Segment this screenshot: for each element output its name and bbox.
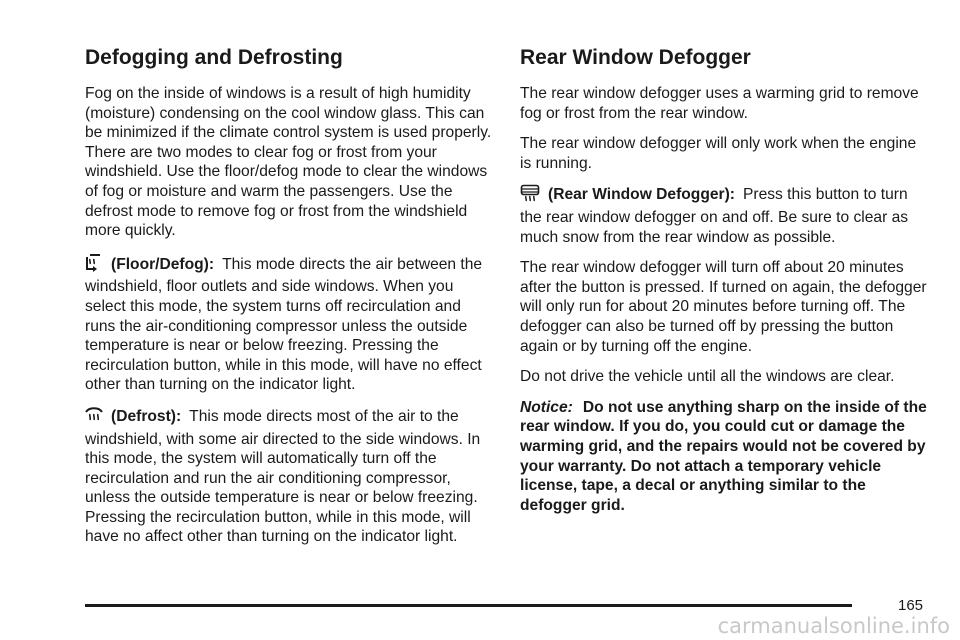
rear-defog-button-paragraph <box>520 184 930 247</box>
floor-defog-paragraph <box>85 252 495 395</box>
rear-defog-label: (Rear Window Defogger): <box>548 186 735 204</box>
defrost-paragraph <box>85 406 495 547</box>
rear-defogger-paragraph-1: The rear window defogger uses a warming grid to remove fog or frost from the rear window. <box>520 85 919 122</box>
left-column <box>85 44 495 558</box>
notice-text: Do not use anything sharp on the inside of the rear window. If you do, you could cut or damage the warming grid, and the repairs would not be covered by your warranty. Do not attach a temporary vehicle license, tape, a decal or anything similar to the defogger grid. <box>520 398 927 514</box>
rear-defogger-paragraph-2: The rear window defogger will only work when the engine is running. <box>520 135 917 172</box>
defrost-label: (Defrost): <box>111 407 182 425</box>
defrost-text: This mode directs most of the air to the windshield, with some air directed to the side windows. In this mode, the system will automatically turn off the recirculation and run the air conditioning compressor, unless the outside temperature is near or below freezing. Pressing the recirculation button, while in this mode, will have no affect other than turning on the indicator light. <box>85 407 481 546</box>
notice-paragraph <box>520 398 930 516</box>
footer-rule <box>85 604 852 607</box>
rear-defogger-paragraph-4: Do not drive the vehicle until all the windows are clear. <box>520 368 895 386</box>
floor-defog-label: (Floor/Defog): <box>111 255 215 273</box>
section-heading-defogging: Defogging and Defrosting <box>85 46 343 69</box>
right-column <box>520 44 930 526</box>
intro-paragraph: Fog on the inside of windows is a result of high humidity (moisture) condensing on the cool window glass. This can be minimized if the climate control system is used properly. There are two modes to clear fog or frost from your windshield. Use the floor/defog mode to clear the windows of fog or moisture and warm the passengers. Use the defrost mode to remove fog or frost from the windshield more quickly. <box>85 85 492 240</box>
floor-defog-text: This mode directs the air between the windshield, floor outlets and side windows. When you select this mode, the system turns off recirculation and runs the air-conditioning compressor unless the outside temperature is near or below freezing. Pressing the recirculation button, while in this mode, will have no effect other than turning on the indicator light. <box>85 255 483 394</box>
rear-defogger-icon <box>520 184 540 208</box>
defrost-icon <box>85 406 103 430</box>
floor-defog-icon <box>85 252 103 278</box>
rear-defogger-paragraph-3: The rear window defogger will turn off about 20 minutes after the button is pressed. If turned on again, the defogger will only run for about 20 minutes before turning off. The defogger can also be turned off by pressing the button again or by turning off the engine. <box>520 259 927 355</box>
rear-defog-text: Press this button to turn the rear window defogger on and off. Be sure to clear as much snow from the rear window as possible. <box>520 186 909 246</box>
page-number: 165 <box>898 597 924 614</box>
watermark: carmanualsonline.info <box>717 614 950 638</box>
notice-label: Notice: <box>520 398 573 416</box>
section-heading-rear-defogger: Rear Window Defogger <box>520 46 751 69</box>
